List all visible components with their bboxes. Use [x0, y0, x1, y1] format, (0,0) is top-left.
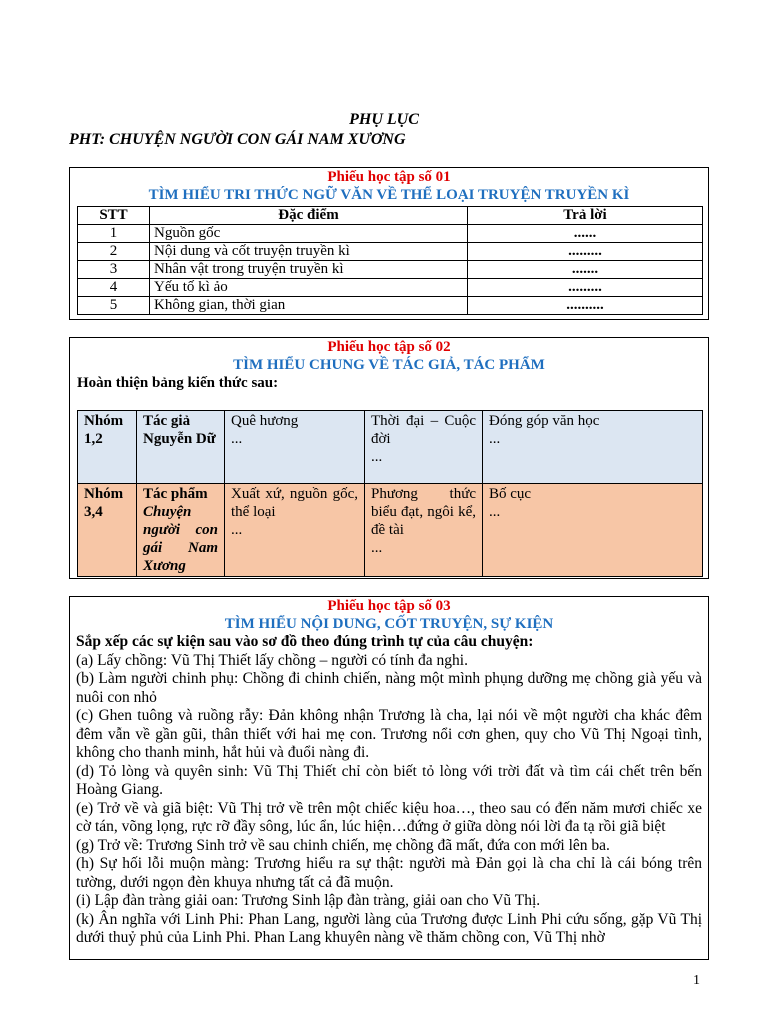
- row-feature: Yếu tố kì ảo: [150, 279, 468, 297]
- cell-structure[interactable]: [483, 484, 703, 577]
- list-item: (h) Sự hối lỗi muộn màng: Trương hiểu ra sự thật: người mà Đản gọi là cha chỉ là cái bóng trên tường, dưới ngọn đèn khuya nhưng tất cả đã muộn.: [76, 855, 702, 891]
- cell-fill: ...: [231, 431, 243, 447]
- row-answer[interactable]: .........: [468, 243, 703, 261]
- subject-work: [137, 484, 225, 577]
- group-label: Nhóm 3,4: [78, 484, 137, 577]
- cell-origin[interactable]: [225, 484, 365, 577]
- cell-title: Đóng góp văn học: [489, 413, 600, 429]
- row-answer[interactable]: ..........: [468, 297, 703, 315]
- row-feature: Nguồn gốc: [150, 225, 468, 243]
- appendix-title: PHỤ LỤC: [349, 111, 419, 128]
- genre-table: [77, 206, 703, 315]
- cell-title: Quê hương: [231, 413, 299, 429]
- row-stt: 4: [78, 279, 150, 297]
- cell-fill: ...: [489, 504, 501, 520]
- cell-fill: ...: [371, 449, 383, 465]
- group-label: Nhóm 1,2: [78, 411, 137, 484]
- row-answer[interactable]: .........: [468, 279, 703, 297]
- table-row: [78, 261, 703, 279]
- table-row: [78, 279, 703, 297]
- row-answer[interactable]: .......: [468, 261, 703, 279]
- worksheet-03-label: Phiếu học tập số 03: [327, 598, 451, 614]
- table-row-group-1-2: [78, 411, 703, 484]
- row-feature: Không gian, thời gian: [150, 297, 468, 315]
- worksheet-01-title: TÌM HIỂU TRI THỨC NGỮ VĂN VỀ THỂ LOẠI TRUYỆN TRUYỀN KÌ: [148, 187, 630, 203]
- list-item: (c) Ghen tuông và ruồng rẫy: Đản không nhận Trương là cha, lại nói về một người cha khác đêm đêm vẫn về gần gũi, thân thiết với hai mẹ con. Trương nổi cơn ghen, quy cho Vũ Thị Ngoại tình, không cho thanh minh, hắt hủi và đuổi nàng đi.: [76, 707, 702, 761]
- subject-work-label: Tác phẩm: [143, 486, 208, 502]
- cell-title: Xuất xứ, nguồn gốc, thể loại: [231, 486, 358, 520]
- worksheet-02-title: TÌM HIỂU CHUNG VỀ TÁC GIẢ, TÁC PHẨM: [233, 357, 545, 373]
- page-number: 1: [693, 973, 700, 988]
- worksheet-03-instruction: Sắp xếp các sự kiện sau vào sơ đồ theo đúng trình tự của câu chuyện:: [76, 633, 534, 650]
- header-feature: Đặc điểm: [150, 207, 468, 225]
- document-subtitle: PHT: CHUYỆN NGƯỜI CON GÁI NAM XƯƠNG: [69, 131, 406, 148]
- list-item: (b) Làm người chinh phụ: Chồng đi chinh chiến, nàng một mình phụng dưỡng mẹ chồng già yếu và nuôi con nhỏ: [76, 670, 702, 706]
- worksheet-01: [69, 167, 709, 320]
- cell-title: Thời đại – Cuộc đời: [371, 413, 476, 447]
- cell-fill: ...: [231, 522, 243, 538]
- row-stt: 1: [78, 225, 150, 243]
- cell-title: Phương thức biểu đạt, ngôi kể, đề tài: [371, 486, 476, 538]
- cell-fill: ...: [371, 540, 383, 556]
- row-answer[interactable]: ......: [468, 225, 703, 243]
- list-item: (a) Lấy chồng: Vũ Thị Thiết lấy chồng – người có tính đa nghi.: [76, 651, 468, 669]
- worksheet-02: [69, 337, 709, 579]
- worksheet-02-label: Phiếu học tập số 02: [327, 339, 451, 355]
- author-work-table: [77, 410, 703, 577]
- list-item: (k) Ân nghĩa với Linh Phi: Phan Lang, người làng của Trương được Linh Phi cứu sống, gặp Vũ Thị dưới thuỷ phủ của Linh Phi. Phan Lang khuyên nàng về thăm chồng con, Vũ Thị nhờ: [76, 910, 702, 946]
- worksheet-01-label: Phiếu học tập số 01: [327, 169, 451, 185]
- worksheet-03: [69, 596, 709, 960]
- worksheet-03-title: TÌM HIỂU NỘI DUNG, CỐT TRUYỆN, SỰ KIỆN: [224, 616, 554, 632]
- table-row: [78, 243, 703, 261]
- subject-author: Tác giả Nguyễn Dữ: [137, 411, 225, 484]
- list-item: (d) Tỏ lòng và quyên sinh: Vũ Thị Thiết chỉ còn biết tỏ lòng với trời đất và tìm cái chết trên bến Hoàng Giang.: [76, 762, 702, 798]
- cell-contribution[interactable]: [483, 411, 703, 484]
- header-stt: STT: [78, 207, 150, 225]
- cell-hometown[interactable]: [225, 411, 365, 484]
- table-row-group-3-4: [78, 484, 703, 577]
- subject-work-title: Chuyện người con gái Nam Xương: [143, 504, 218, 574]
- table-row: [78, 297, 703, 315]
- table-row: [78, 225, 703, 243]
- row-stt: 2: [78, 243, 150, 261]
- cell-title: Bố cục: [489, 486, 532, 502]
- list-item: (i) Lập đàn tràng giải oan: Trương Sinh lập đàn tràng, giải oan cho Vũ Thị.: [76, 892, 541, 909]
- list-item: (e) Trở về và giã biệt: Vũ Thị trở về trên một chiếc kiệu hoa…, theo sau có đến năm mươi chiếc xe cờ tán, võng lọng, rực rỡ đầy sông, lúc ẩn, lúc hiện…đứng ở giữa dòng nói lời đa tạ rồi giã biệt: [76, 799, 702, 835]
- list-item: (g) Trở về: Trương Sinh trở về sau chinh chiến, mẹ chồng đã mất, đứa con mới lên ba.: [76, 836, 610, 854]
- worksheet-02-instruction: Hoàn thiện bảng kiến thức sau:: [77, 375, 279, 391]
- cell-mode-narrator-theme[interactable]: [365, 484, 483, 577]
- row-feature: Nhân vật trong truyện truyền kì: [150, 261, 468, 279]
- cell-fill: ...: [489, 431, 501, 447]
- row-stt: 3: [78, 261, 150, 279]
- events-list: [70, 633, 708, 948]
- row-stt: 5: [78, 297, 150, 315]
- table-header-row: [78, 207, 703, 225]
- cell-era-life[interactable]: [365, 411, 483, 484]
- header-answer: Trả lời: [468, 207, 703, 225]
- row-feature: Nội dung và cốt truyện truyền kì: [150, 243, 468, 261]
